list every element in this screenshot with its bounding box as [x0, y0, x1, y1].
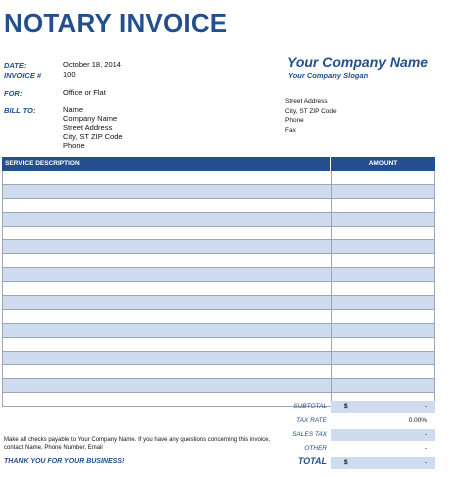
- service-description-cell[interactable]: [3, 282, 332, 295]
- table-row: [3, 379, 434, 393]
- service-description-cell[interactable]: [3, 352, 332, 365]
- date-value: October 18, 2014: [63, 60, 121, 69]
- bill-to-phone: Phone: [63, 141, 85, 150]
- amount-cell[interactable]: [332, 240, 434, 253]
- service-description-cell[interactable]: [3, 240, 332, 253]
- service-description-cell[interactable]: [3, 268, 332, 281]
- company-name: Your Company Name: [287, 54, 429, 70]
- bill-to-block: [63, 105, 123, 150]
- table-row: [3, 324, 434, 338]
- table-row: [3, 227, 434, 241]
- sales-tax-cell[interactable]: [331, 429, 435, 441]
- table-row: [3, 296, 434, 310]
- tax-rate-label: TAX RATE: [296, 417, 327, 424]
- amount-cell[interactable]: [332, 171, 434, 184]
- table-row: [3, 171, 434, 185]
- subtotal-cell[interactable]: [331, 401, 435, 413]
- amount-cell[interactable]: [332, 254, 434, 267]
- amount-cell[interactable]: [332, 324, 434, 337]
- thank-you-message: THANK YOU FOR YOUR BUSINESS!: [4, 458, 125, 465]
- service-description-cell[interactable]: [3, 213, 332, 226]
- other-cell[interactable]: [331, 443, 435, 455]
- total-cell[interactable]: [331, 457, 435, 469]
- table-row: [3, 365, 434, 379]
- service-description-cell[interactable]: [3, 171, 332, 184]
- payment-note: Make all checks payable to Your Company Name. If you have any questions concerning this invoice, contact Name, Phone Number, Email: [4, 437, 271, 451]
- service-description-cell[interactable]: [3, 199, 332, 212]
- invoice-number-value: 100: [63, 70, 76, 79]
- amount-cell[interactable]: [332, 282, 434, 295]
- bill-to-name: Name: [63, 105, 84, 114]
- invoice-title: NOTARY INVOICE: [4, 8, 228, 38]
- for-value: Office or Flat: [63, 88, 106, 97]
- service-description-cell[interactable]: [3, 227, 332, 240]
- amount-cell[interactable]: [332, 352, 434, 365]
- amount-cell[interactable]: [332, 199, 434, 212]
- service-table-header: [2, 157, 435, 171]
- amount-cell[interactable]: [332, 338, 434, 351]
- subtotal-currency: $: [344, 403, 348, 410]
- total-value: -: [424, 459, 427, 466]
- amount-cell[interactable]: [332, 379, 434, 392]
- sales-tax-value: -: [424, 431, 427, 438]
- company-address-block: [285, 97, 337, 135]
- table-row: [3, 254, 434, 268]
- sales-tax-label: SALES TAX: [292, 431, 327, 438]
- service-description-cell[interactable]: [3, 379, 332, 392]
- tax-rate-value: 0.00%: [408, 417, 427, 424]
- company-fax: Fax: [285, 126, 296, 134]
- bill-to-company: Company Name: [63, 114, 118, 123]
- service-description-cell[interactable]: [3, 310, 332, 323]
- company-slogan: Your Company Slogan: [288, 71, 369, 80]
- service-description-cell[interactable]: [3, 365, 332, 378]
- other-value: -: [424, 445, 427, 452]
- table-row: [3, 268, 434, 282]
- service-description-cell[interactable]: [3, 296, 332, 309]
- service-description-cell[interactable]: [3, 338, 332, 351]
- bill-to-label: BILL TO:: [4, 106, 36, 115]
- table-row: [3, 310, 434, 324]
- service-description-cell[interactable]: [3, 324, 332, 337]
- amount-cell[interactable]: [332, 365, 434, 378]
- service-description-cell[interactable]: [3, 185, 332, 198]
- subtotal-value: -: [424, 403, 427, 410]
- for-label: FOR:: [4, 89, 23, 98]
- service-description-cell[interactable]: [3, 254, 332, 267]
- tax-rate-cell[interactable]: [331, 415, 435, 427]
- amount-cell[interactable]: [332, 227, 434, 240]
- service-description-header: SERVICE DESCRIPTION: [2, 157, 331, 171]
- amount-cell[interactable]: [332, 296, 434, 309]
- table-row: [3, 240, 434, 254]
- bill-to-city: City, ST ZIP Code: [63, 132, 123, 141]
- company-phone: Phone: [285, 117, 304, 124]
- table-row: [3, 282, 434, 296]
- total-label: TOTAL: [297, 456, 327, 466]
- table-row: [3, 338, 434, 352]
- bill-to-street: Street Address: [63, 123, 113, 132]
- invoice-number-label: INVOICE #: [4, 71, 42, 80]
- amount-cell[interactable]: [332, 310, 434, 323]
- amount-header: AMOUNT: [368, 160, 398, 167]
- company-city: City, ST ZIP Code: [285, 107, 337, 115]
- table-row: [3, 352, 434, 366]
- table-row: [3, 199, 434, 213]
- amount-cell[interactable]: [332, 268, 434, 281]
- table-row: [3, 185, 434, 199]
- service-table-body: [2, 171, 435, 407]
- total-currency: $: [344, 459, 348, 466]
- amount-cell[interactable]: [332, 213, 434, 226]
- date-label: DATE:: [4, 61, 27, 70]
- service-table: [2, 157, 435, 407]
- company-street: Street Address: [285, 98, 328, 105]
- subtotal-label: SUBTOTAL: [293, 403, 327, 410]
- amount-cell[interactable]: [332, 185, 434, 198]
- other-label: OTHER: [304, 445, 327, 452]
- table-row: [3, 213, 434, 227]
